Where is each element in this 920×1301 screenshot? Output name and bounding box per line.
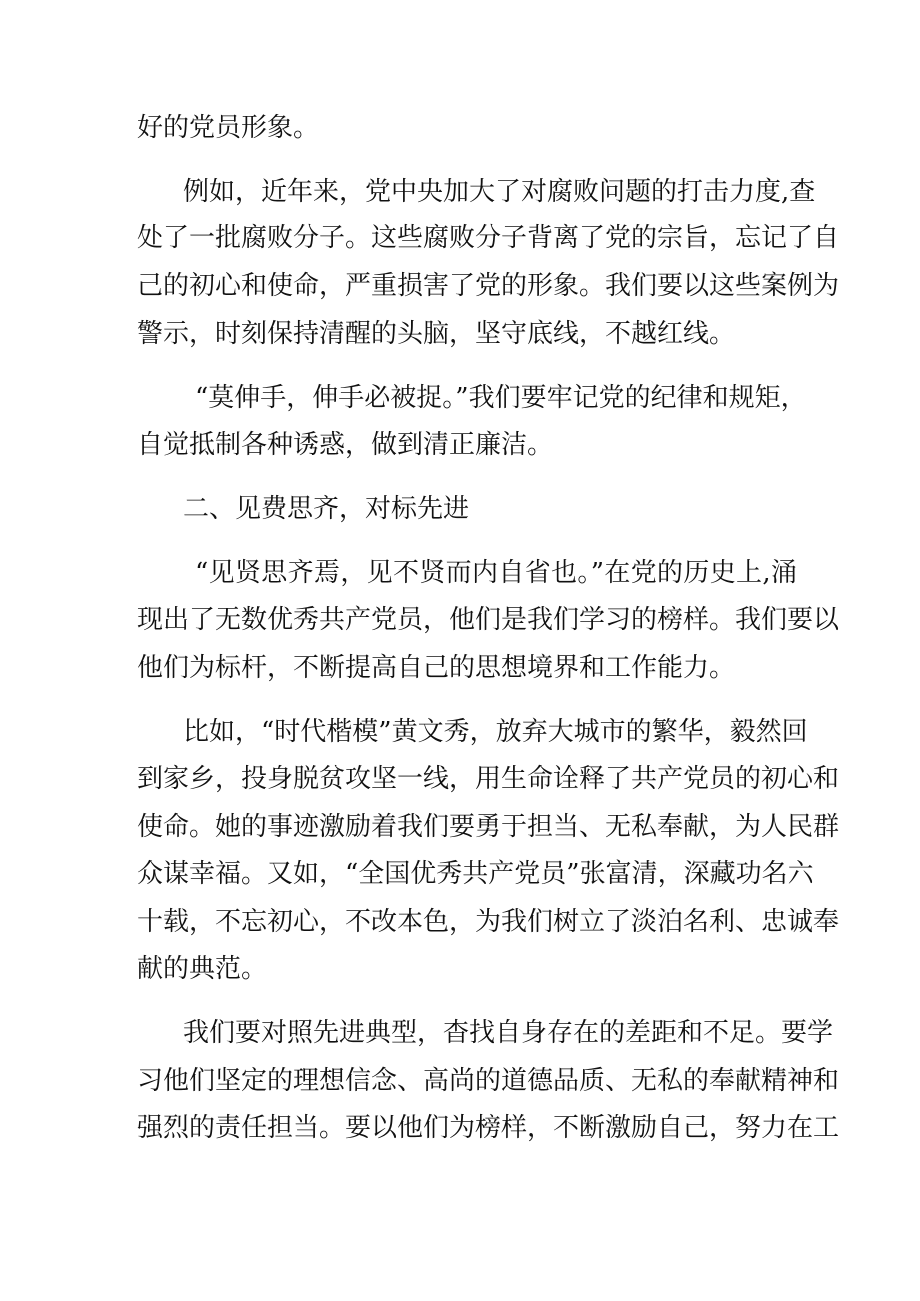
text-line: 现出了无数优秀共产党员，他们是我们学习的榜样。我们要以 — [137, 605, 840, 635]
text-line: 我们要对照先进典型，杳找自身存在的差距和不足。要学 — [183, 1018, 834, 1048]
text-line: 例如，近年来，党中央加大了对腐败问题的打击力度,查 — [183, 177, 816, 207]
text-line: 警示，时刻保持清醒的头脑，坚守底线，不越红线。 — [137, 319, 736, 349]
text-line: 到家乡，投身脱贫攻坚一线，用生命诠释了共产党员的初心和 — [137, 764, 840, 794]
text-line: 众谋幸福。又如，“全国优秀共产党员”张富清，深藏功名六 — [137, 859, 814, 889]
text-line: 献的典范。 — [137, 954, 268, 984]
text-line: 自觉抵制各种诱惑，做到清正廉洁。 — [137, 430, 554, 460]
text-line: 己的初心和使命，严重损害了党的形象。我们要以这些案例为 — [137, 271, 840, 301]
text-line: 习他们坚定的理想信念、高尚的道德品质、无私的奉献精神和 — [137, 1066, 840, 1096]
section-heading: 二、见费思齐，对标先进 — [183, 494, 470, 524]
text-line: 他们为标杆，不断提高自己的思想境界和工作能力。 — [137, 653, 736, 683]
text-line: 比如，“时代楷模”黄文秀，放弃大城市的繁华，毅然回 — [183, 717, 808, 747]
text-line: 使命。她的事迹激励着我们要勇于担当、无私奉献，为人民群 — [137, 812, 840, 842]
text-line: 十载，不忘初心，不改本色，为我们树立了淡泊名利、忠诚奉 — [137, 907, 840, 937]
text-line: 强烈的责任担当。要以他们为榜样，不断激励自己，努力在工 — [137, 1113, 840, 1143]
text-line: “见贤思齐焉，见不贤而内自省也。”在党的历史上,涌 — [195, 558, 797, 588]
text-line: “莫伸手，伸手必被捉。”我们要牢记党的纪律和规矩， — [195, 383, 807, 413]
text-line: 好的党员形象。 — [137, 113, 320, 143]
text-line: 处了一批腐败分子。这些腐败分子背离了党的宗旨，忘记了自 — [137, 223, 840, 253]
